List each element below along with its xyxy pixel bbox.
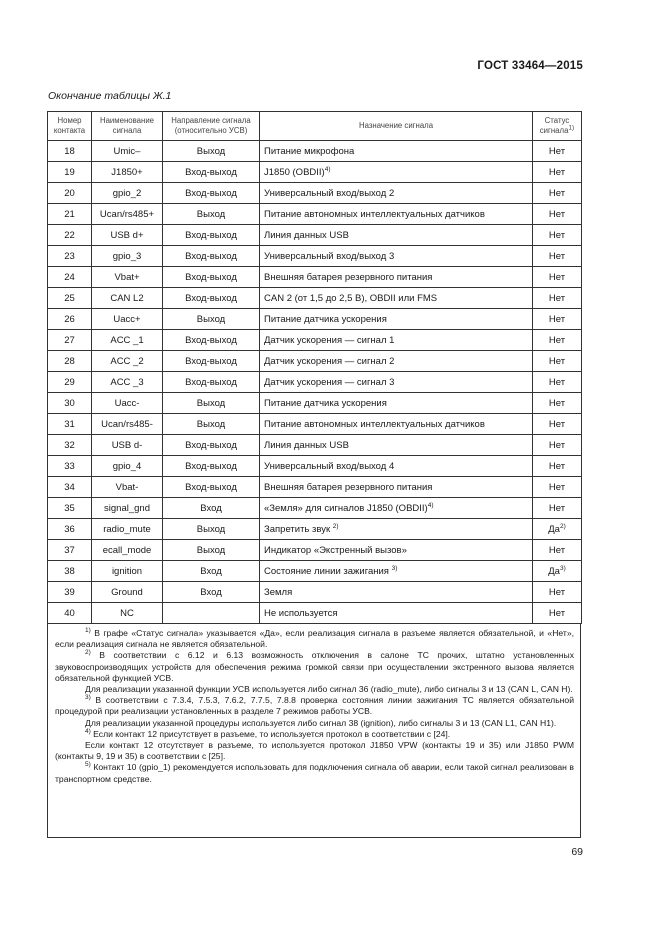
cell-signal-status: Нет — [533, 288, 582, 309]
footnote: Для реализации указанной функции УСВ используется либо сигнал 36 (radio_mute), либо сигналы 3 и 13 (CAN L, CAN H). — [85, 684, 573, 695]
table-row — [48, 141, 582, 162]
cell-signal-name: Ground — [92, 582, 163, 603]
cell-signal-name: gpio_3 — [92, 246, 163, 267]
table-row — [48, 351, 582, 372]
cell-signal-status: Нет — [533, 603, 582, 624]
footnote: $^{5)}$ Контакт 10 (gpio_1) рекомендуется использовать для подключения сигнала об аварии, если такой сигнал реализован в транспортном средстве. — [55, 761, 574, 784]
cell-signal-name: ACC _1 — [92, 330, 163, 351]
table-row — [48, 288, 582, 309]
table-body — [48, 141, 582, 624]
cell-signal-purpose: Датчик ускорения — сигнал 1 — [260, 330, 533, 351]
cell-contact-number: 22 — [48, 225, 92, 246]
cell-signal-purpose: Индикатор «Экстренный вызов» — [260, 540, 533, 561]
header-signal-status: Статус сигнала$^{1)}$ — [533, 112, 582, 141]
footnote: $^{2)}$ В соответствии с 6.12 и 6.13 возможность отключения в салоне ТС прочих, штатно установленных звуковоспроизводящих устройств для обеспечения режима громкой связи при осуществлении экстренного вызова является обязательной функцией УСВ. — [55, 649, 574, 683]
table-row — [48, 477, 582, 498]
cell-signal-name: ACC _3 — [92, 372, 163, 393]
cell-contact-number: 37 — [48, 540, 92, 561]
cell-signal-direction: Вход-выход — [163, 351, 260, 372]
cell-signal-direction: Вход — [163, 561, 260, 582]
cell-signal-status: $Да^{3)}$ — [533, 561, 582, 582]
cell-contact-number: 19 — [48, 162, 92, 183]
cell-signal-name: Vbat- — [92, 477, 163, 498]
cell-contact-number: 38 — [48, 561, 92, 582]
cell-signal-direction: Вход-выход — [163, 288, 260, 309]
cell-signal-name: Vbat+ — [92, 267, 163, 288]
cell-signal-purpose: Универсальный вход/выход 2 — [260, 183, 533, 204]
cell-contact-number: 20 — [48, 183, 92, 204]
cell-signal-status: Нет — [533, 351, 582, 372]
footnote: $^{1)}$ В графе «Статус сигнала» указывается «Да», если реализация сигнала в разъеме является обязательной, и «Нет», если реализация сигнала не является обязательной. — [55, 627, 574, 650]
cell-contact-number: 34 — [48, 477, 92, 498]
cell-contact-number: 31 — [48, 414, 92, 435]
cell-signal-name: J1850+ — [92, 162, 163, 183]
cell-signal-name: USB d- — [92, 435, 163, 456]
cell-signal-purpose: Питание датчика ускорения — [260, 393, 533, 414]
cell-signal-direction: Вход-выход — [163, 183, 260, 204]
cell-signal-purpose: Универсальный вход/выход 4 — [260, 456, 533, 477]
header-signal-direction: Направление сигнала (относительно УСВ) — [163, 112, 260, 141]
cell-signal-status: Нет — [533, 456, 582, 477]
cell-signal-name: radio_mute — [92, 519, 163, 540]
cell-signal-direction: Выход — [163, 519, 260, 540]
cell-signal-purpose: Питание автономных интеллектуальных датчиков — [260, 414, 533, 435]
cell-signal-status: Нет — [533, 414, 582, 435]
cell-signal-direction: Вход-выход — [163, 477, 260, 498]
cell-signal-direction: Вход-выход — [163, 225, 260, 246]
cell-signal-direction: Вход-выход — [163, 267, 260, 288]
cell-signal-status: Нет — [533, 540, 582, 561]
table-row — [48, 372, 582, 393]
table-row — [48, 582, 582, 603]
cell-signal-name: Ucan/rs485- — [92, 414, 163, 435]
cell-signal-name: USB d+ — [92, 225, 163, 246]
table-row — [48, 435, 582, 456]
cell-contact-number: 23 — [48, 246, 92, 267]
cell-signal-name: NC — [92, 603, 163, 624]
cell-signal-name: Ucan/rs485+ — [92, 204, 163, 225]
footnote: $^{4)}$ Если контакт 12 присутствует в разъеме, то используется протокол в соответствии с [24]. — [85, 727, 451, 739]
cell-signal-purpose: Земля — [260, 582, 533, 603]
cell-signal-status: $Да^{2)}$ — [533, 519, 582, 540]
cell-signal-status: Нет — [533, 141, 582, 162]
cell-signal-status: Нет — [533, 267, 582, 288]
table-row — [48, 603, 582, 624]
cell-signal-purpose: Состояние линии зажигания $^{3)}$ — [260, 561, 533, 582]
cell-signal-status: Нет — [533, 204, 582, 225]
table-header-row — [48, 112, 582, 141]
table-caption: Окончание таблицы Ж.1 — [48, 90, 172, 102]
cell-signal-status: Нет — [533, 225, 582, 246]
cell-signal-name: ACC _2 — [92, 351, 163, 372]
cell-signal-purpose: CAN 2 (от 1,5 до 2,5 В), OBDII или FMS — [260, 288, 533, 309]
cell-contact-number: 26 — [48, 309, 92, 330]
cell-signal-status: Нет — [533, 162, 582, 183]
cell-signal-purpose: Питание микрофона — [260, 141, 533, 162]
cell-contact-number: 21 — [48, 204, 92, 225]
page-number: 69 — [571, 846, 583, 858]
cell-signal-purpose: J1850 (OBDII)$^{4)}$ — [260, 162, 533, 183]
table-row — [48, 183, 582, 204]
cell-signal-name: gpio_2 — [92, 183, 163, 204]
cell-signal-purpose: Внешняя батарея резервного питания — [260, 477, 533, 498]
cell-signal-direction: Выход — [163, 309, 260, 330]
cell-contact-number: 35 — [48, 498, 92, 519]
table-row — [48, 225, 582, 246]
cell-signal-purpose: Датчик ускорения — сигнал 3 — [260, 372, 533, 393]
cell-signal-name: ignition — [92, 561, 163, 582]
cell-signal-direction: Вход — [163, 582, 260, 603]
cell-signal-purpose: Запретить звук $^{2)}$ — [260, 519, 533, 540]
cell-contact-number: 24 — [48, 267, 92, 288]
table-row — [48, 204, 582, 225]
cell-signal-status: Нет — [533, 330, 582, 351]
cell-contact-number: 28 — [48, 351, 92, 372]
cell-signal-direction: Вход-выход — [163, 246, 260, 267]
cell-signal-status: Нет — [533, 246, 582, 267]
cell-signal-direction: Вход-выход — [163, 162, 260, 183]
cell-signal-name: Uacc+ — [92, 309, 163, 330]
cell-signal-direction: Вход-выход — [163, 372, 260, 393]
cell-contact-number: 36 — [48, 519, 92, 540]
cell-signal-purpose: Питание датчика ускорения — [260, 309, 533, 330]
table-row — [48, 162, 582, 183]
table-row — [48, 414, 582, 435]
cell-contact-number: 32 — [48, 435, 92, 456]
cell-signal-direction: Выход — [163, 540, 260, 561]
cell-signal-purpose: «Земля» для сигналов J1850 (OBDII)$^{4)}$ — [260, 498, 533, 519]
cell-signal-name: signal_gnd — [92, 498, 163, 519]
table-row — [48, 267, 582, 288]
cell-contact-number: 39 — [48, 582, 92, 603]
cell-signal-direction — [163, 603, 260, 624]
header-signal-purpose: Назначение сигнала — [260, 112, 533, 141]
footnote: Если контакт 12 отсутствует в разъеме, то используется протокол J1850 VPW (контакты 19 и 35) или J1850 PWM (контакты 9, 19 и 35) в соответствии с [25]. — [55, 740, 574, 762]
cell-signal-direction: Выход — [163, 141, 260, 162]
footnote: $^{3)}$ В соответствии с 7.3.4, 7.5.3, 7.6.2, 7.7.5, 7.8.8 проверка состояния линии зажигания ТС является обязательной процедурой при реализации установленных в разделе 7 режимов работы УСВ. — [55, 694, 574, 717]
cell-signal-direction: Вход — [163, 498, 260, 519]
cell-signal-direction: Вход-выход — [163, 435, 260, 456]
header-signal-name: Наименование сигнала — [92, 112, 163, 141]
cell-contact-number: 18 — [48, 141, 92, 162]
footnotes — [47, 624, 581, 838]
footnote: Для реализации указанной процедуры используется либо сигнал 38 (ignition), либо сигналы 3 и 13 (CAN L1, CAN H1). — [85, 717, 557, 728]
standard-number: ГОСТ 33464—2015 — [477, 60, 583, 72]
cell-signal-status: Нет — [533, 498, 582, 519]
cell-signal-direction: Вход-выход — [163, 456, 260, 477]
cell-signal-purpose: Датчик ускорения — сигнал 2 — [260, 351, 533, 372]
cell-contact-number: 30 — [48, 393, 92, 414]
cell-signal-status: Нет — [533, 393, 582, 414]
cell-signal-status: Нет — [533, 309, 582, 330]
table-row — [48, 456, 582, 477]
cell-signal-direction: Выход — [163, 204, 260, 225]
cell-signal-status: Нет — [533, 435, 582, 456]
cell-signal-purpose: Внешняя батарея резервного питания — [260, 267, 533, 288]
table-row — [48, 393, 582, 414]
cell-signal-name: Umic– — [92, 141, 163, 162]
cell-signal-direction: Выход — [163, 393, 260, 414]
cell-contact-number: 33 — [48, 456, 92, 477]
cell-signal-status: Нет — [533, 477, 582, 498]
header-contact-number: Номер контакта — [48, 112, 92, 141]
cell-signal-name: Uacc- — [92, 393, 163, 414]
cell-signal-direction: Вход-выход — [163, 330, 260, 351]
table-row — [48, 561, 582, 582]
cell-contact-number: 27 — [48, 330, 92, 351]
cell-signal-name: CAN L2 — [92, 288, 163, 309]
cell-signal-purpose: Линия данных USB — [260, 225, 533, 246]
cell-signal-status: Нет — [533, 372, 582, 393]
table-row — [48, 246, 582, 267]
cell-signal-name: ecall_mode — [92, 540, 163, 561]
cell-signal-direction: Выход — [163, 414, 260, 435]
table-row — [48, 519, 582, 540]
table-row — [48, 330, 582, 351]
table-row — [48, 498, 582, 519]
table-row — [48, 309, 582, 330]
cell-contact-number: 29 — [48, 372, 92, 393]
cell-contact-number: 25 — [48, 288, 92, 309]
cell-signal-status: Нет — [533, 183, 582, 204]
cell-contact-number: 40 — [48, 603, 92, 624]
cell-signal-purpose: Универсальный вход/выход 3 — [260, 246, 533, 267]
cell-signal-purpose: Линия данных USB — [260, 435, 533, 456]
cell-signal-purpose: Не используется — [260, 603, 533, 624]
cell-signal-status: Нет — [533, 582, 582, 603]
table-row — [48, 540, 582, 561]
cell-signal-name: gpio_4 — [92, 456, 163, 477]
cell-signal-purpose: Питание автономных интеллектуальных датчиков — [260, 204, 533, 225]
signal-table — [47, 111, 582, 624]
